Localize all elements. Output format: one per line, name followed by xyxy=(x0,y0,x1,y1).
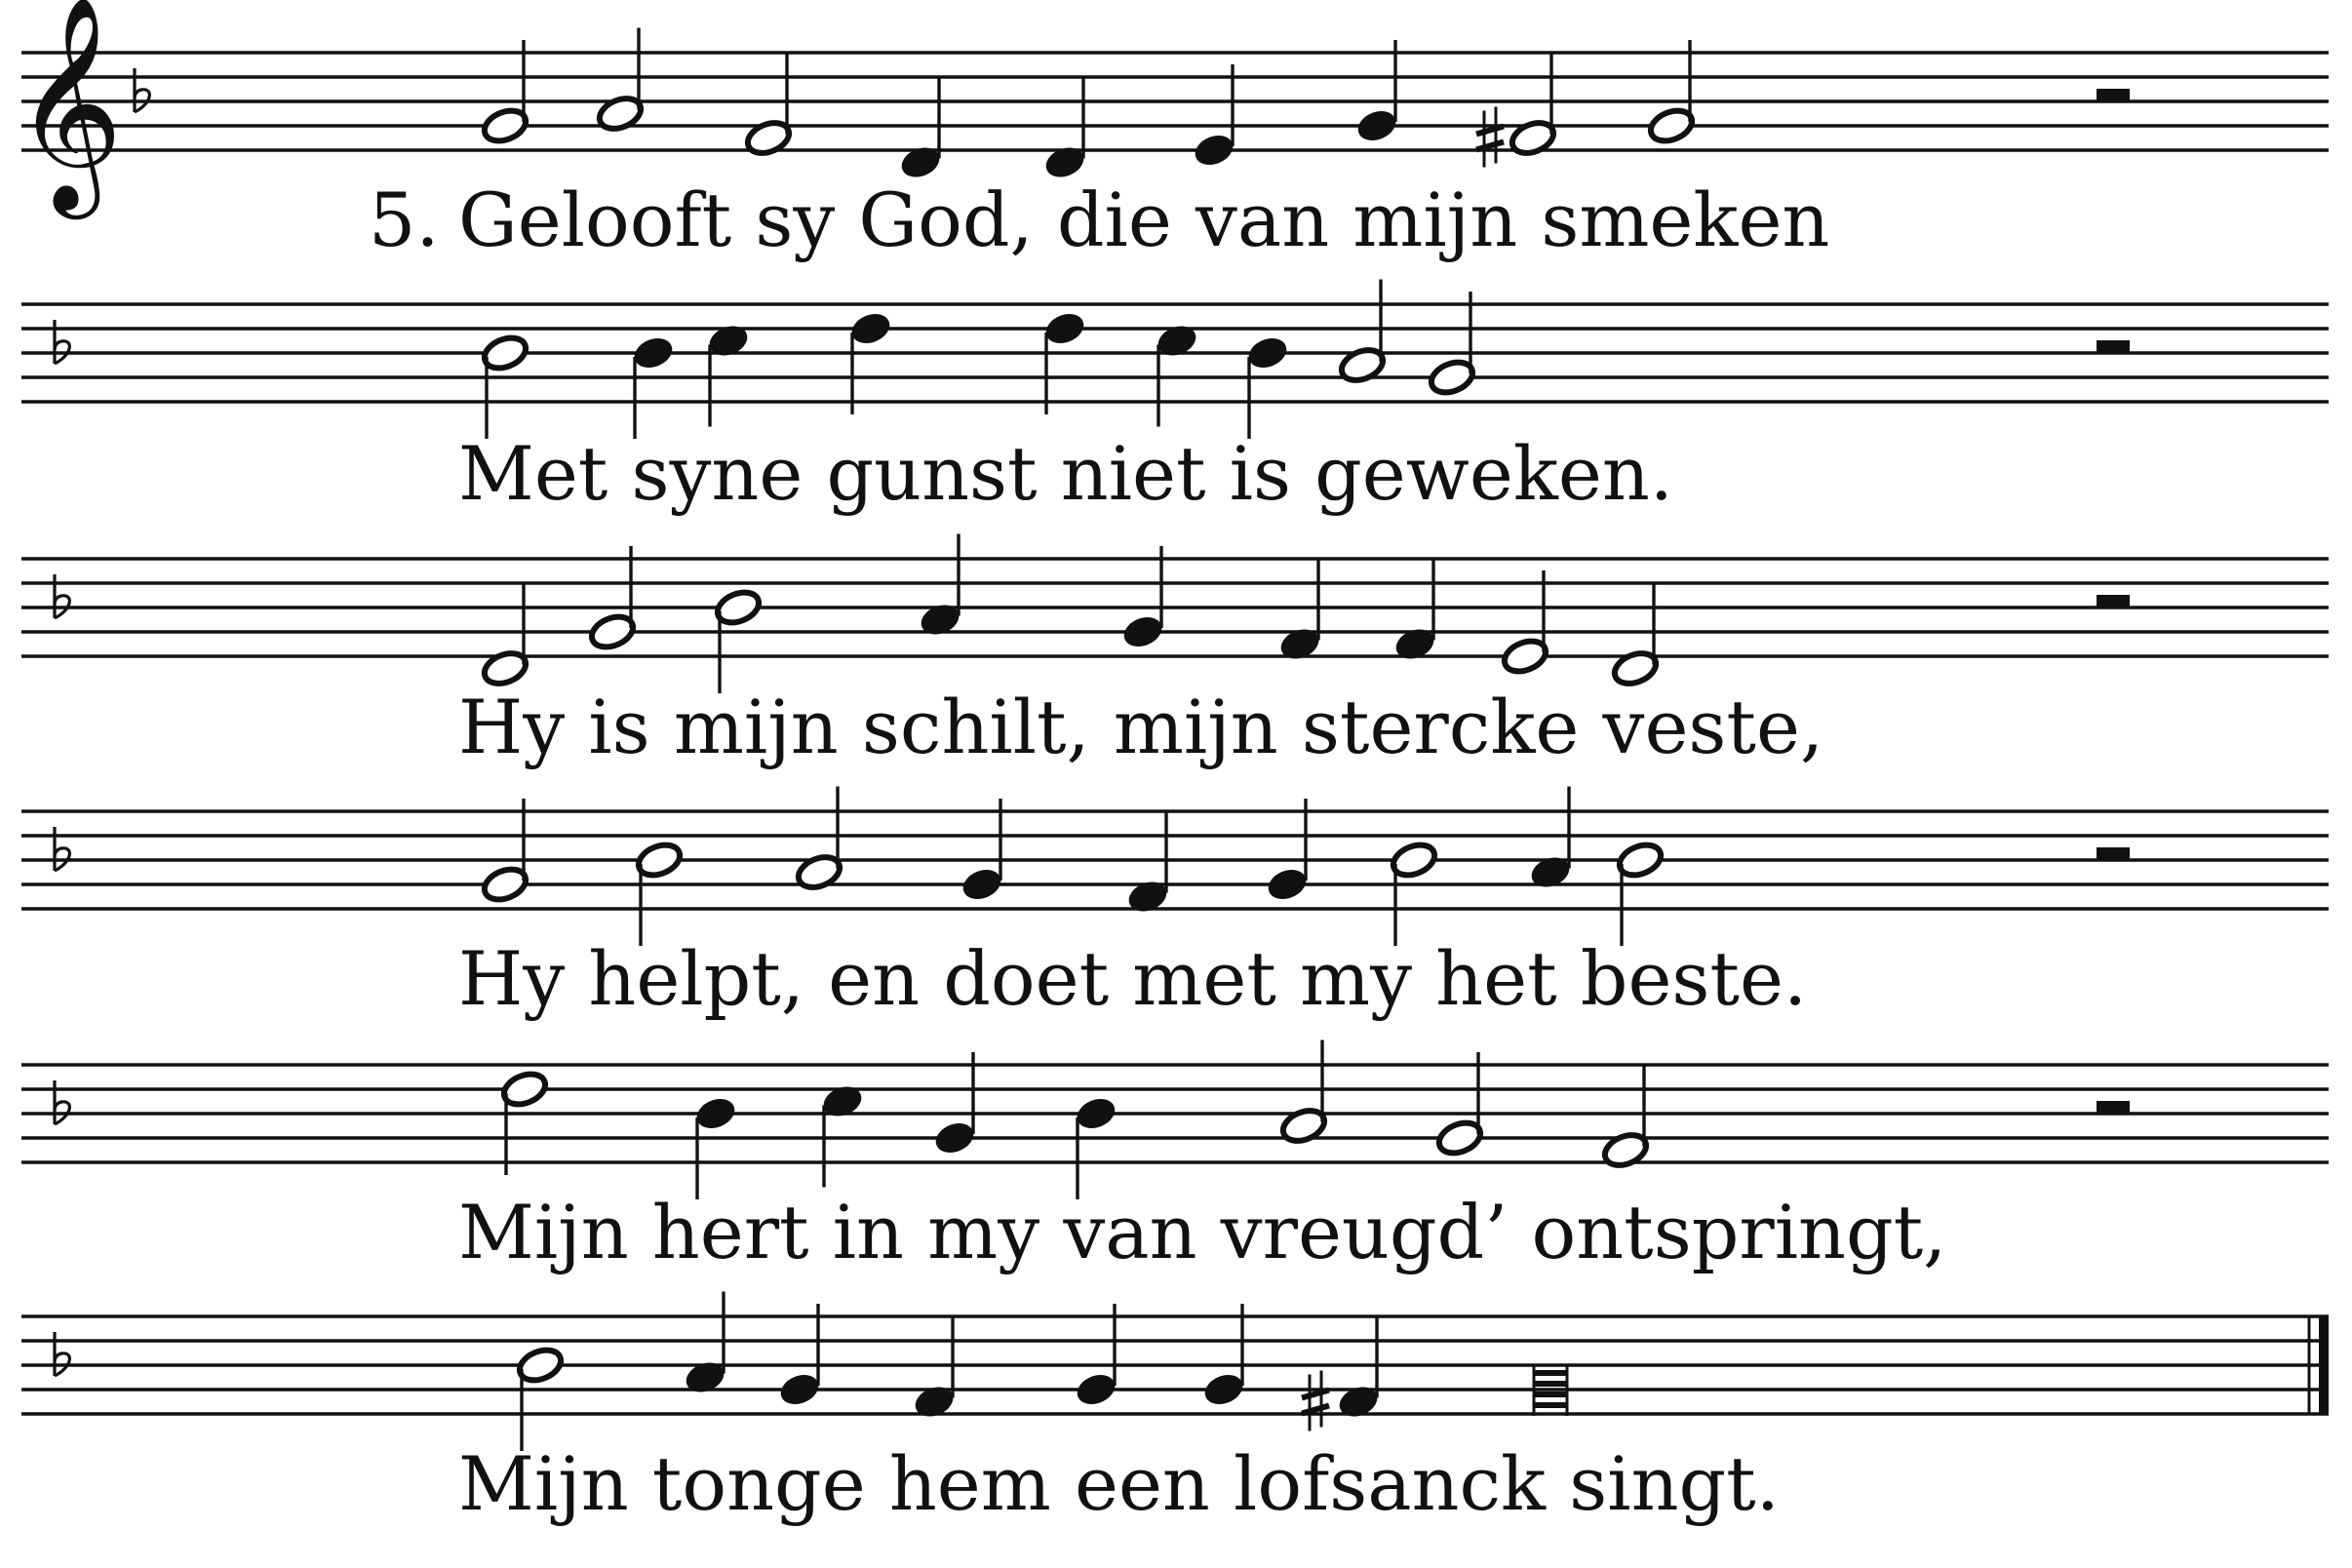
note xyxy=(821,1082,865,1187)
quarter-note-head xyxy=(1121,613,1165,650)
verse-number: 5. xyxy=(369,176,440,263)
quarter-note-head xyxy=(632,334,676,372)
key-signature-flat-icon xyxy=(135,68,149,112)
note xyxy=(919,534,962,639)
lyric-line: Hy helpt, en doet met my het beste. xyxy=(458,935,1808,1022)
note xyxy=(499,1069,549,1175)
key-signature-flat-icon xyxy=(55,320,69,364)
quarter-note-head xyxy=(694,1095,738,1132)
note xyxy=(713,587,763,693)
final-barline xyxy=(2319,1316,2329,1414)
note xyxy=(1615,840,1665,946)
note xyxy=(1075,1304,1118,1408)
note xyxy=(1043,77,1087,181)
note xyxy=(480,333,529,439)
half-rest-icon xyxy=(2097,1101,2130,1114)
note xyxy=(933,1052,977,1156)
staff-system xyxy=(21,787,2329,1023)
quarter-note-head xyxy=(960,866,1004,903)
note xyxy=(778,1304,822,1408)
treble-clef-icon: 𝄞 xyxy=(14,0,124,210)
note xyxy=(1610,583,1660,689)
note xyxy=(960,799,1004,903)
note xyxy=(1075,1095,1118,1199)
note xyxy=(634,840,684,946)
lyric-line: Met syne gunst niet is geweken. xyxy=(458,430,1673,517)
note xyxy=(595,28,645,135)
half-rest-icon xyxy=(2097,340,2130,353)
quarter-note-head xyxy=(1075,1095,1118,1132)
note xyxy=(1389,840,1438,946)
note xyxy=(1393,559,1437,663)
note xyxy=(913,1316,957,1421)
quarter-note-head xyxy=(1246,334,1290,372)
quarter-note-head xyxy=(1266,866,1310,903)
note xyxy=(694,1095,738,1199)
note xyxy=(1355,40,1399,144)
note xyxy=(1156,322,1199,426)
half-rest-icon xyxy=(2097,595,2130,608)
note xyxy=(1434,1052,1484,1158)
note xyxy=(632,334,676,439)
quarter-note-head xyxy=(1355,107,1399,144)
note xyxy=(1246,334,1290,439)
key-signature-flat-icon xyxy=(55,1332,69,1376)
half-rest-icon xyxy=(2097,847,2130,860)
note xyxy=(1278,1040,1328,1147)
quarter-note-head xyxy=(849,310,893,347)
note xyxy=(794,787,843,893)
note xyxy=(1337,280,1387,386)
staff-system xyxy=(21,534,2329,771)
lyric-line: Hy is mijn schilt, mijn stercke veste, xyxy=(458,684,1824,770)
sharp-icon xyxy=(1302,1371,1329,1431)
key-signature-flat-icon xyxy=(55,827,69,871)
note xyxy=(587,546,637,652)
quarter-note-head xyxy=(1193,132,1236,169)
quarter-note-head xyxy=(933,1119,977,1156)
note xyxy=(1529,787,1573,891)
note xyxy=(1202,1304,1246,1408)
lyric-line: Mijn hert in my van vreugd’ ontspringt, xyxy=(458,1189,1947,1275)
lyric-line: Gelooft sy God, die van mijn smeken xyxy=(458,176,1830,263)
staff-system xyxy=(14,0,2329,263)
note xyxy=(480,583,529,689)
half-rest-icon xyxy=(2097,89,2130,101)
sharp-icon xyxy=(1476,107,1504,168)
note xyxy=(1427,292,1476,398)
note xyxy=(1600,1065,1650,1171)
lyric-line: Mijn tonge hem een lofsanck singt. xyxy=(458,1440,1780,1527)
note xyxy=(480,799,529,905)
staff-system xyxy=(21,280,2329,518)
note xyxy=(515,1345,565,1451)
note xyxy=(707,322,751,426)
note xyxy=(1126,811,1170,916)
quarter-note-head xyxy=(1043,310,1087,347)
quarter-note-head xyxy=(1202,1371,1246,1408)
note xyxy=(1043,310,1087,414)
note xyxy=(1266,799,1310,903)
note xyxy=(480,40,529,146)
note xyxy=(849,310,893,414)
staff-system xyxy=(21,1292,2329,1528)
note xyxy=(899,77,943,181)
note xyxy=(1646,40,1696,146)
quarter-note-head xyxy=(778,1371,822,1408)
note xyxy=(684,1292,727,1396)
quarter-note-head xyxy=(1075,1371,1118,1408)
key-signature-flat-icon xyxy=(55,1080,69,1124)
note xyxy=(743,53,793,159)
note xyxy=(1278,559,1322,663)
note xyxy=(1193,64,1236,169)
key-signature-flat-icon xyxy=(55,574,69,618)
note xyxy=(1121,546,1165,650)
note xyxy=(1500,570,1549,677)
staff-system xyxy=(21,1040,2329,1276)
